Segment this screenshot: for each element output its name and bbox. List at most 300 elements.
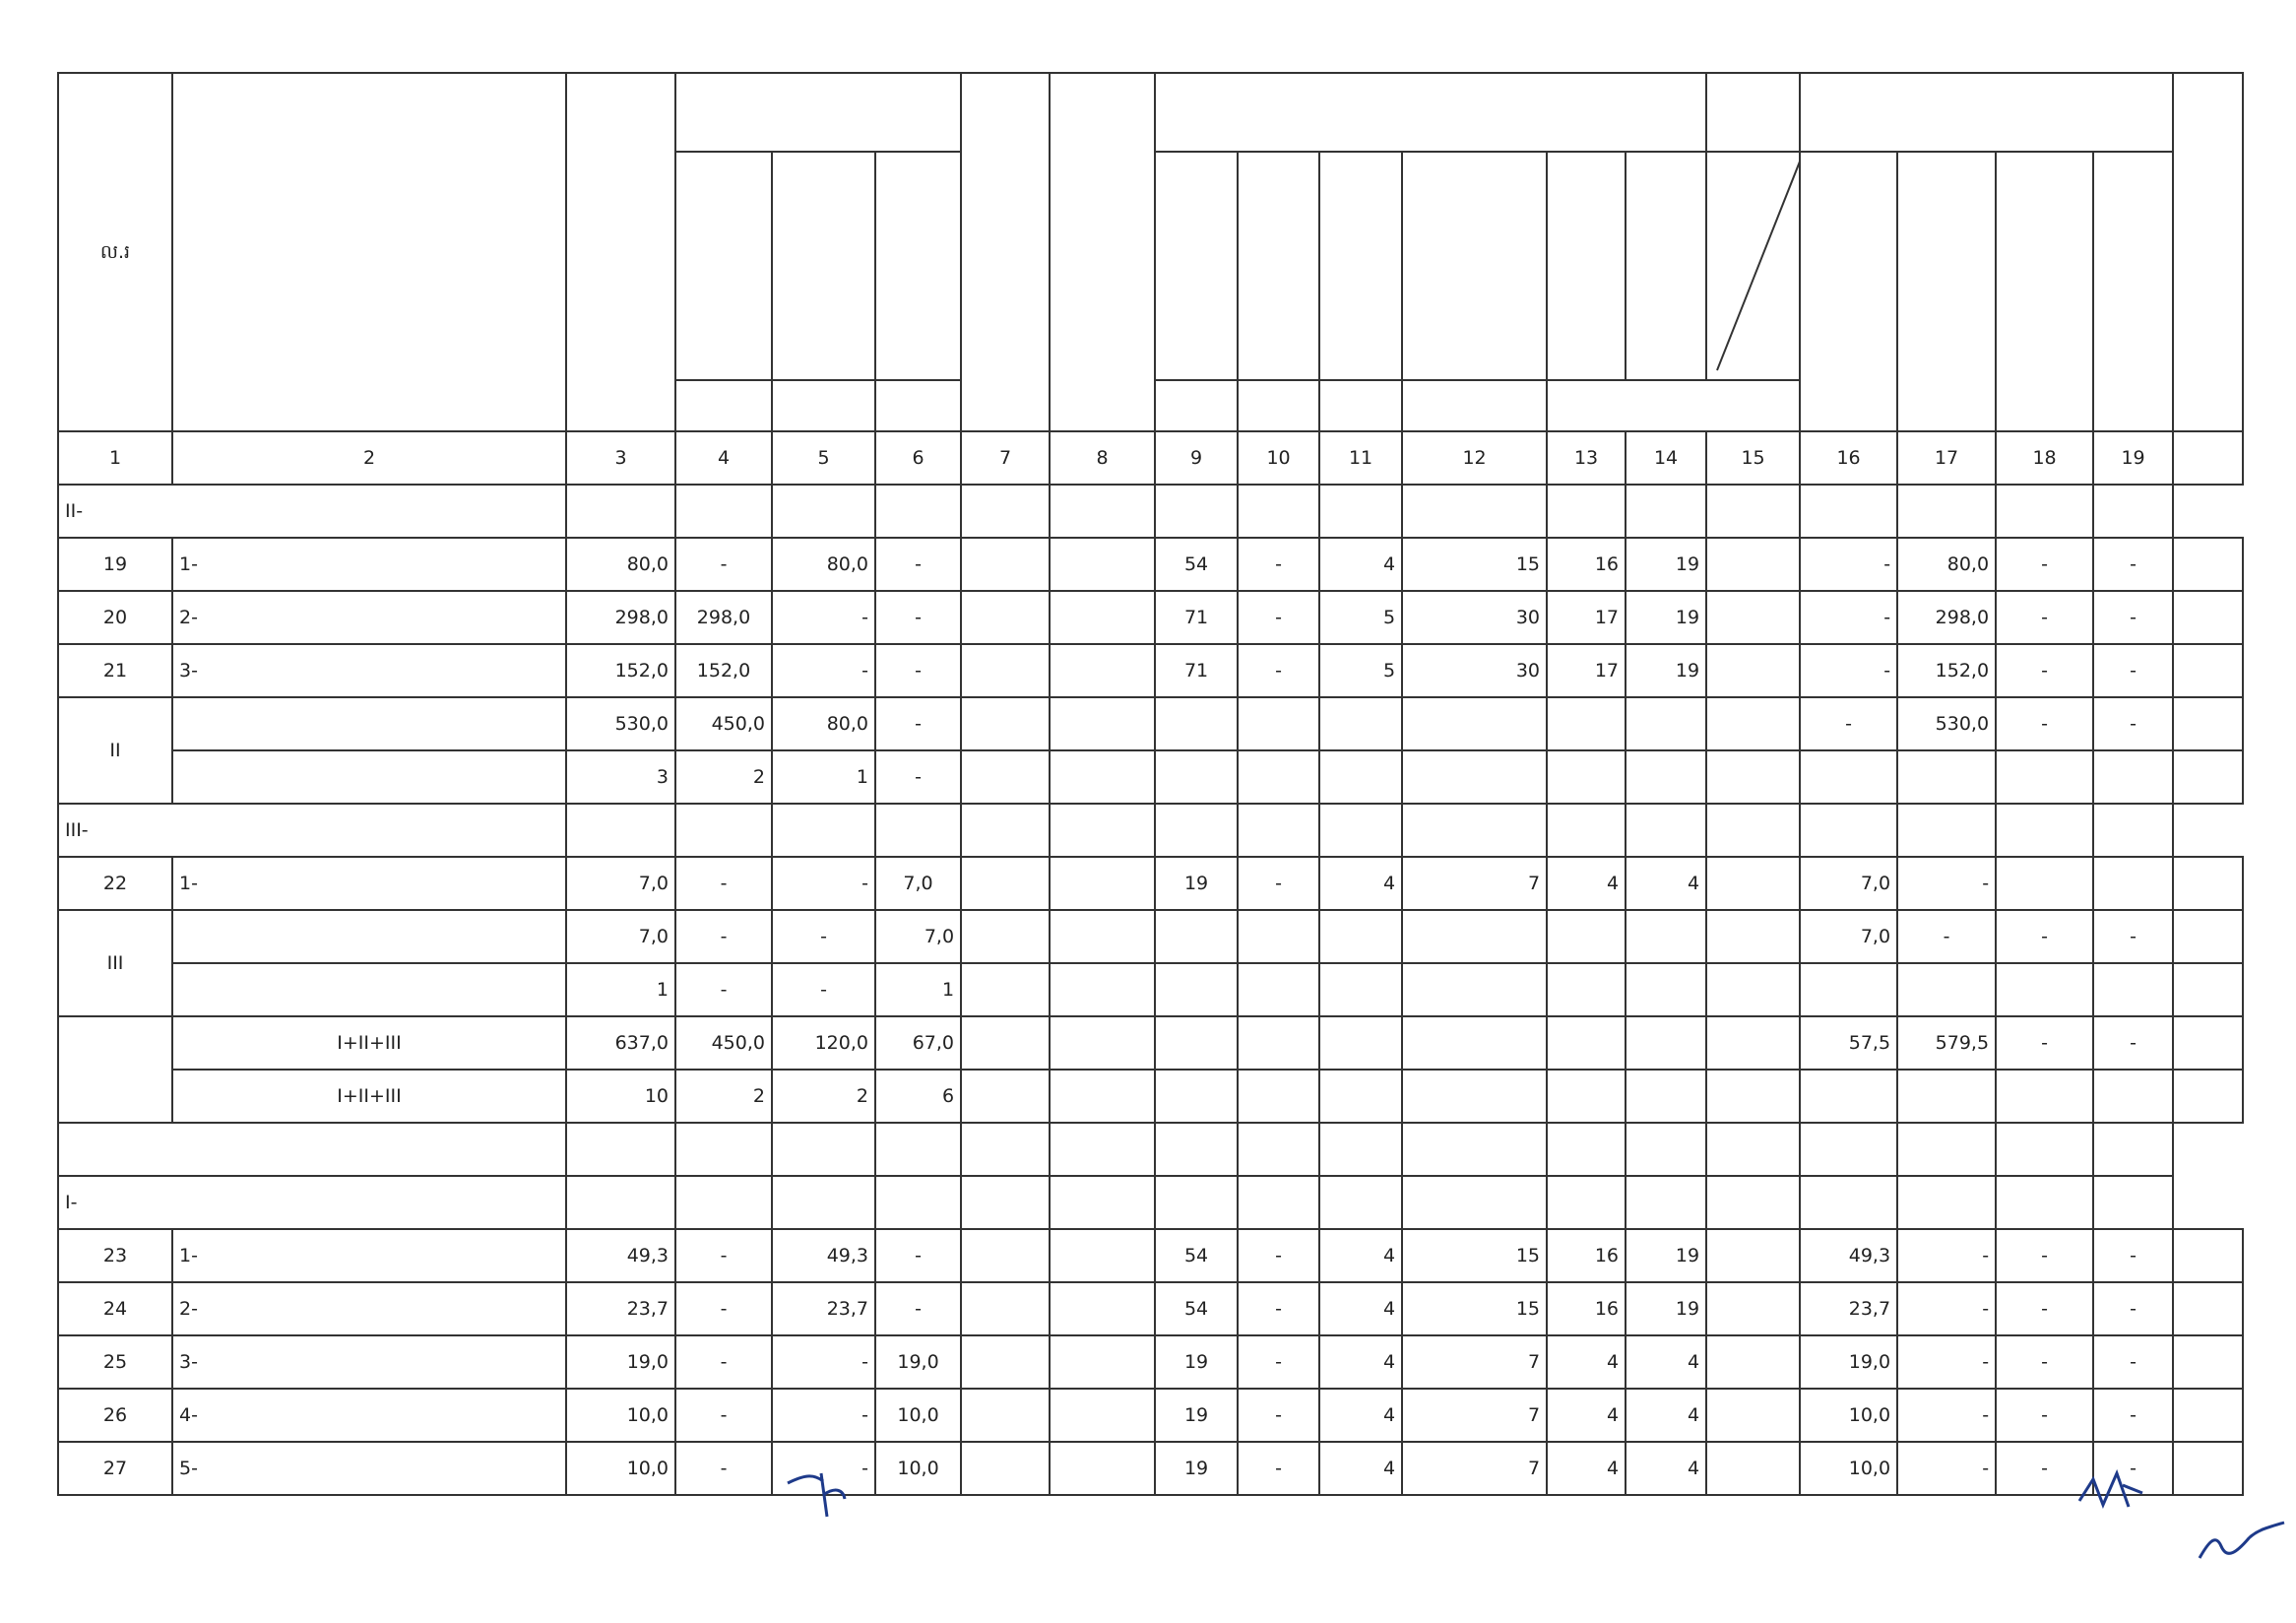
cell: -	[1897, 1442, 1996, 1495]
cell: 80,0	[1897, 538, 1996, 591]
cell: 30	[1402, 591, 1547, 644]
cell	[1706, 538, 1800, 591]
cell: 637,0	[566, 1016, 675, 1070]
cell: 4	[1319, 1389, 1402, 1442]
grand-total-label	[58, 1016, 172, 1123]
cell: -	[1996, 1389, 2093, 1442]
cell: -	[1897, 910, 1996, 963]
subtotal-iii-count-row	[58, 963, 2243, 1016]
cell	[961, 644, 1050, 697]
header-type-name	[172, 73, 566, 431]
colnum: 9	[1155, 431, 1238, 485]
item-name: 3-	[172, 644, 566, 697]
cell: -	[772, 1335, 875, 1389]
header-total-duration	[1155, 152, 1238, 380]
item-name: 3-	[172, 1335, 566, 1389]
cell	[2173, 1282, 2243, 1335]
cell	[2173, 1229, 2243, 1282]
item-name: 4-	[172, 1389, 566, 1442]
row-number: 24	[58, 1282, 172, 1335]
cell	[1050, 1335, 1155, 1389]
unit-days-10	[772, 380, 875, 431]
signature-left-icon	[784, 1465, 862, 1525]
column-number-row	[58, 431, 2243, 485]
colnum: 16	[1800, 431, 1897, 485]
cell: 298,0	[566, 591, 675, 644]
initial-mark-icon	[2194, 1515, 2292, 1574]
cell	[2173, 538, 2243, 591]
row-number: 23	[58, 1229, 172, 1282]
item-name: 2-	[172, 591, 566, 644]
diagonal-divider	[1713, 158, 1800, 374]
unit-days-12	[1155, 380, 1238, 431]
procurement-plan-table	[57, 72, 2244, 1496]
cell: -	[772, 644, 875, 697]
cell	[2173, 1335, 2243, 1389]
header-quarter-3	[1996, 152, 2093, 431]
cell	[1050, 591, 1155, 644]
cell: -	[1996, 644, 2093, 697]
cell: -	[1238, 644, 1319, 697]
cell: -	[675, 1335, 772, 1389]
cell: 71	[1155, 644, 1238, 697]
cell: 19	[1155, 1389, 1238, 1442]
cell	[961, 1442, 1050, 1495]
cell: 5	[1319, 644, 1402, 697]
cell: 17	[1547, 644, 1626, 697]
cell: -	[1996, 1282, 2093, 1335]
cell	[961, 1282, 1050, 1335]
colnum: 15	[1706, 431, 1800, 485]
row-number: 22	[58, 857, 172, 910]
unit-days-14	[1319, 380, 1402, 431]
cell: -	[2093, 591, 2173, 644]
cell: 1	[772, 750, 875, 804]
colnum: 5	[772, 431, 875, 485]
header-no: ល.រ	[58, 73, 172, 431]
unit-days-9	[675, 380, 772, 431]
cell: 4	[1547, 1442, 1626, 1495]
cell: -	[1238, 591, 1319, 644]
cell: -	[1800, 644, 1897, 697]
row-number: 20	[58, 591, 172, 644]
cell	[1706, 1442, 1800, 1495]
cell: -	[675, 1442, 772, 1495]
cell	[1706, 1335, 1800, 1389]
header-doc-prep	[1319, 152, 1402, 380]
cell: -	[1897, 1389, 1996, 1442]
cell: -	[1996, 697, 2093, 750]
subtotal-ii-cost-row	[58, 697, 2243, 750]
cell: -	[875, 750, 961, 804]
colnum: 14	[1626, 431, 1706, 485]
total-count-label: I+II+III	[172, 1070, 566, 1123]
cell: -	[772, 910, 875, 963]
cell: -	[2093, 1229, 2173, 1282]
cell: -	[2093, 1282, 2173, 1335]
cell: 4	[1626, 1389, 1706, 1442]
cell: 54	[1155, 1282, 1238, 1335]
cell: -	[1996, 538, 2093, 591]
cell: -	[675, 1282, 772, 1335]
cell: -	[1238, 1229, 1319, 1282]
subtotal-count-label	[172, 750, 566, 804]
cell: 30	[1402, 644, 1547, 697]
cell: 67,0	[875, 1016, 961, 1070]
cell: 4	[1319, 1335, 1402, 1389]
cell: -	[1897, 857, 1996, 910]
cell: 23,7	[566, 1282, 675, 1335]
cell: -	[875, 538, 961, 591]
cell: 49,3	[772, 1229, 875, 1282]
cell: -	[1996, 910, 2093, 963]
cell: -	[1800, 697, 1897, 750]
section-title: I-	[58, 1176, 566, 1229]
cell: 49,3	[566, 1229, 675, 1282]
cell	[1050, 1229, 1155, 1282]
cell: -	[1238, 538, 1319, 591]
cell: 16	[1547, 1229, 1626, 1282]
cell: 4	[1626, 1442, 1706, 1495]
cell: 4	[1319, 538, 1402, 591]
colnum: 4	[675, 431, 772, 485]
table-row	[58, 591, 2243, 644]
signature-right-icon	[2073, 1465, 2152, 1525]
cell	[2093, 857, 2173, 910]
cell: 4	[1547, 1389, 1626, 1442]
total-cost-label: I+II+III	[172, 1016, 566, 1070]
cell: -	[675, 1229, 772, 1282]
cell: -	[1238, 1335, 1319, 1389]
cell: 4	[1319, 1442, 1402, 1495]
cell: 80,0	[566, 538, 675, 591]
table-row	[58, 1389, 2243, 1442]
cell: 7	[1402, 1442, 1547, 1495]
header-contract-sign	[1626, 152, 1706, 380]
cell: 16	[1547, 538, 1626, 591]
cell: 10,0	[566, 1442, 675, 1495]
cell: 4	[1319, 857, 1402, 910]
cell: 152,0	[1897, 644, 1996, 697]
row-number: 19	[58, 538, 172, 591]
cell: 7,0	[875, 857, 961, 910]
cell: -	[772, 1442, 875, 1495]
section-title	[58, 1123, 566, 1176]
colnum: 12	[1402, 431, 1547, 485]
header-funding-group	[675, 73, 961, 152]
table-row	[58, 1229, 2243, 1282]
item-name: 1-	[172, 1229, 566, 1282]
cell: -	[675, 1389, 772, 1442]
row-number: 26	[58, 1389, 172, 1442]
row-number: 27	[58, 1442, 172, 1495]
cell: 17	[1547, 591, 1626, 644]
unit-month-15	[1402, 380, 1547, 431]
subtotal-cost-label	[172, 697, 566, 750]
cell: 152,0	[566, 644, 675, 697]
cell: 80,0	[772, 538, 875, 591]
colnum: 17	[1897, 431, 1996, 485]
cell: -	[875, 697, 961, 750]
cell: 7,0	[1800, 857, 1897, 910]
item-name: 2-	[172, 1282, 566, 1335]
cell: -	[875, 644, 961, 697]
cell	[2173, 857, 2243, 910]
colnum: 10	[1238, 431, 1319, 485]
subtotal-ii-label: II	[58, 697, 172, 804]
cell: 4	[1319, 1229, 1402, 1282]
cell: 10,0	[1800, 1389, 1897, 1442]
cell	[1050, 857, 1155, 910]
cell: 7	[1402, 857, 1547, 910]
cell: -	[2093, 910, 2173, 963]
cell: -	[1996, 1442, 2093, 1495]
cell: -	[675, 538, 772, 591]
cell: -	[1800, 591, 1897, 644]
table-row	[58, 1442, 2243, 1495]
section-title: III-	[58, 804, 566, 857]
cell: 15	[1402, 538, 1547, 591]
colnum: 11	[1319, 431, 1402, 485]
unit-days-11	[875, 380, 961, 431]
cell: 7,0	[566, 857, 675, 910]
cell: -	[1996, 591, 2093, 644]
cell	[961, 538, 1050, 591]
cell: 10	[566, 1070, 675, 1123]
cell: 19	[1626, 644, 1706, 697]
cell: 2	[675, 750, 772, 804]
subtotal-cost-label	[172, 910, 566, 963]
cell: -	[1897, 1335, 1996, 1389]
colnum: 19	[2093, 431, 2173, 485]
cell: 16	[1547, 1282, 1626, 1335]
item-name: 1-	[172, 538, 566, 591]
header-source-1	[675, 152, 772, 380]
section-header-ii	[58, 485, 2243, 538]
header-delivery-group	[1706, 73, 1800, 152]
cell: 80,0	[772, 697, 875, 750]
section-header-24	[58, 1123, 2243, 1176]
colnum: 2	[172, 431, 566, 485]
cell: 530,0	[1897, 697, 1996, 750]
header-advertising	[1402, 152, 1547, 380]
cell: 10,0	[1800, 1442, 1897, 1495]
colnum: 13	[1547, 431, 1626, 485]
cell	[2173, 1389, 2243, 1442]
cell: -	[2093, 697, 2173, 750]
cell: -	[2093, 1016, 2173, 1070]
cell	[1050, 538, 1155, 591]
cell: -	[1996, 1016, 2093, 1070]
cell	[961, 1335, 1050, 1389]
cell: 579,5	[1897, 1016, 1996, 1070]
cell: 54	[1155, 1229, 1238, 1282]
cell	[1706, 591, 1800, 644]
cell: 15	[1402, 1282, 1547, 1335]
item-name: 5-	[172, 1442, 566, 1495]
cell: 10,0	[875, 1442, 961, 1495]
cell: 19	[1626, 591, 1706, 644]
cell: 6	[875, 1070, 961, 1123]
cell: 57,5	[1800, 1016, 1897, 1070]
cell: -	[1238, 1282, 1319, 1335]
colnum: 18	[1996, 431, 2093, 485]
cell	[961, 857, 1050, 910]
cell: 7,0	[1800, 910, 1897, 963]
cell: -	[2093, 644, 2173, 697]
cell: 1	[875, 963, 961, 1016]
cell: 19	[1155, 857, 1238, 910]
cell	[1050, 1442, 1155, 1495]
cell: 4	[1319, 1282, 1402, 1335]
table-row	[58, 1335, 2243, 1389]
cell: -	[1897, 1282, 1996, 1335]
cell: 23,7	[772, 1282, 875, 1335]
cell: 1	[566, 963, 675, 1016]
cell: 19,0	[875, 1335, 961, 1389]
cell: 7,0	[566, 910, 675, 963]
cell	[961, 591, 1050, 644]
table-row	[58, 857, 2243, 910]
cell: 7	[1402, 1389, 1547, 1442]
cell: 19	[1626, 538, 1706, 591]
cell: 10,0	[566, 1389, 675, 1442]
header-source-3	[875, 152, 961, 380]
cell: 19,0	[566, 1335, 675, 1389]
subtotal-ii-count-row	[58, 750, 2243, 804]
row-number: 25	[58, 1335, 172, 1389]
cell	[1706, 857, 1800, 910]
cell: -	[675, 910, 772, 963]
cell: -	[1897, 1229, 1996, 1282]
cell: 19	[1626, 1229, 1706, 1282]
cell: -	[875, 1229, 961, 1282]
header-evaluation	[1547, 152, 1626, 380]
header-delivery-start-end	[1706, 152, 1800, 380]
cell: 19	[1626, 1282, 1706, 1335]
cell: 23,7	[1800, 1282, 1897, 1335]
header-quarter-group	[1800, 73, 2173, 152]
cell: 19	[1155, 1442, 1238, 1495]
item-name: 1-	[172, 857, 566, 910]
cell: -	[1996, 1229, 2093, 1282]
cell: -	[772, 857, 875, 910]
header-prequalification	[1238, 152, 1319, 380]
cell: 5	[1319, 591, 1402, 644]
cell	[1706, 1389, 1800, 1442]
cell	[961, 1389, 1050, 1442]
cell: -	[675, 857, 772, 910]
cell: 450,0	[675, 697, 772, 750]
cell: 49,3	[1800, 1229, 1897, 1282]
header-start-period	[961, 73, 1050, 431]
cell: 2	[772, 1070, 875, 1123]
cell	[1050, 1282, 1155, 1335]
cell	[1706, 1229, 1800, 1282]
cell: 530,0	[566, 697, 675, 750]
cell: 4	[1626, 1335, 1706, 1389]
cell: 10,0	[875, 1389, 961, 1442]
cell: 152,0	[675, 644, 772, 697]
subtotal-iii-label: III	[58, 910, 172, 1016]
cell: 450,0	[675, 1016, 772, 1070]
total-count-row	[58, 1070, 2243, 1123]
cell: 4	[1547, 857, 1626, 910]
header-quarter-2	[1897, 152, 1996, 431]
cell	[1706, 1282, 1800, 1335]
cell: 15	[1402, 1229, 1547, 1282]
unit-days-13	[1238, 380, 1319, 431]
cell: -	[2093, 1335, 2173, 1389]
subtotal-iii-cost-row	[58, 910, 2243, 963]
row-number: 21	[58, 644, 172, 697]
header-estimated-cost	[566, 73, 675, 431]
cell: -	[1800, 538, 1897, 591]
colnum	[2173, 431, 2243, 485]
cell: 2	[675, 1070, 772, 1123]
header-quarter-4	[2093, 152, 2173, 431]
cell: 19,0	[1800, 1335, 1897, 1389]
cell	[961, 1229, 1050, 1282]
table-row	[58, 538, 2243, 591]
header-contract-period	[1050, 73, 1155, 431]
cell	[1996, 857, 2093, 910]
colnum: 6	[875, 431, 961, 485]
cell	[2173, 644, 2243, 697]
cell: 3	[566, 750, 675, 804]
subtotal-count-label	[172, 963, 566, 1016]
cell: -	[1238, 1389, 1319, 1442]
cell: -	[2093, 538, 2173, 591]
cell: -	[1238, 1442, 1319, 1495]
cell: 4	[1626, 857, 1706, 910]
header-duration-group	[1155, 73, 1706, 152]
cell: -	[2093, 1389, 2173, 1442]
cell	[2173, 591, 2243, 644]
colnum: 3	[566, 431, 675, 485]
cell	[1050, 1389, 1155, 1442]
cell: 298,0	[1897, 591, 1996, 644]
cell	[1706, 644, 1800, 697]
section-header-24-i	[58, 1176, 2243, 1229]
cell: 120,0	[772, 1016, 875, 1070]
cell: -	[675, 963, 772, 1016]
colnum: 8	[1050, 431, 1155, 485]
cell: 7	[1402, 1335, 1547, 1389]
cell: 298,0	[675, 591, 772, 644]
header-quarter-1	[1800, 152, 1897, 431]
section-title: II-	[58, 485, 566, 538]
cell: 4	[1547, 1335, 1626, 1389]
cell: -	[772, 963, 875, 1016]
table-row	[58, 644, 2243, 697]
cell: 71	[1155, 591, 1238, 644]
cell: 19	[1155, 1335, 1238, 1389]
section-header-iii	[58, 804, 2243, 857]
cell: -	[875, 591, 961, 644]
cell: -	[1238, 857, 1319, 910]
cell: -	[772, 591, 875, 644]
cell: -	[772, 1389, 875, 1442]
colnum: 1	[58, 431, 172, 485]
header-source-2	[772, 152, 875, 380]
cell: 7,0	[875, 910, 961, 963]
cell	[1050, 644, 1155, 697]
cell	[2173, 1442, 2243, 1495]
total-cost-row	[58, 1016, 2243, 1070]
colnum: 7	[961, 431, 1050, 485]
cell: -	[875, 1282, 961, 1335]
